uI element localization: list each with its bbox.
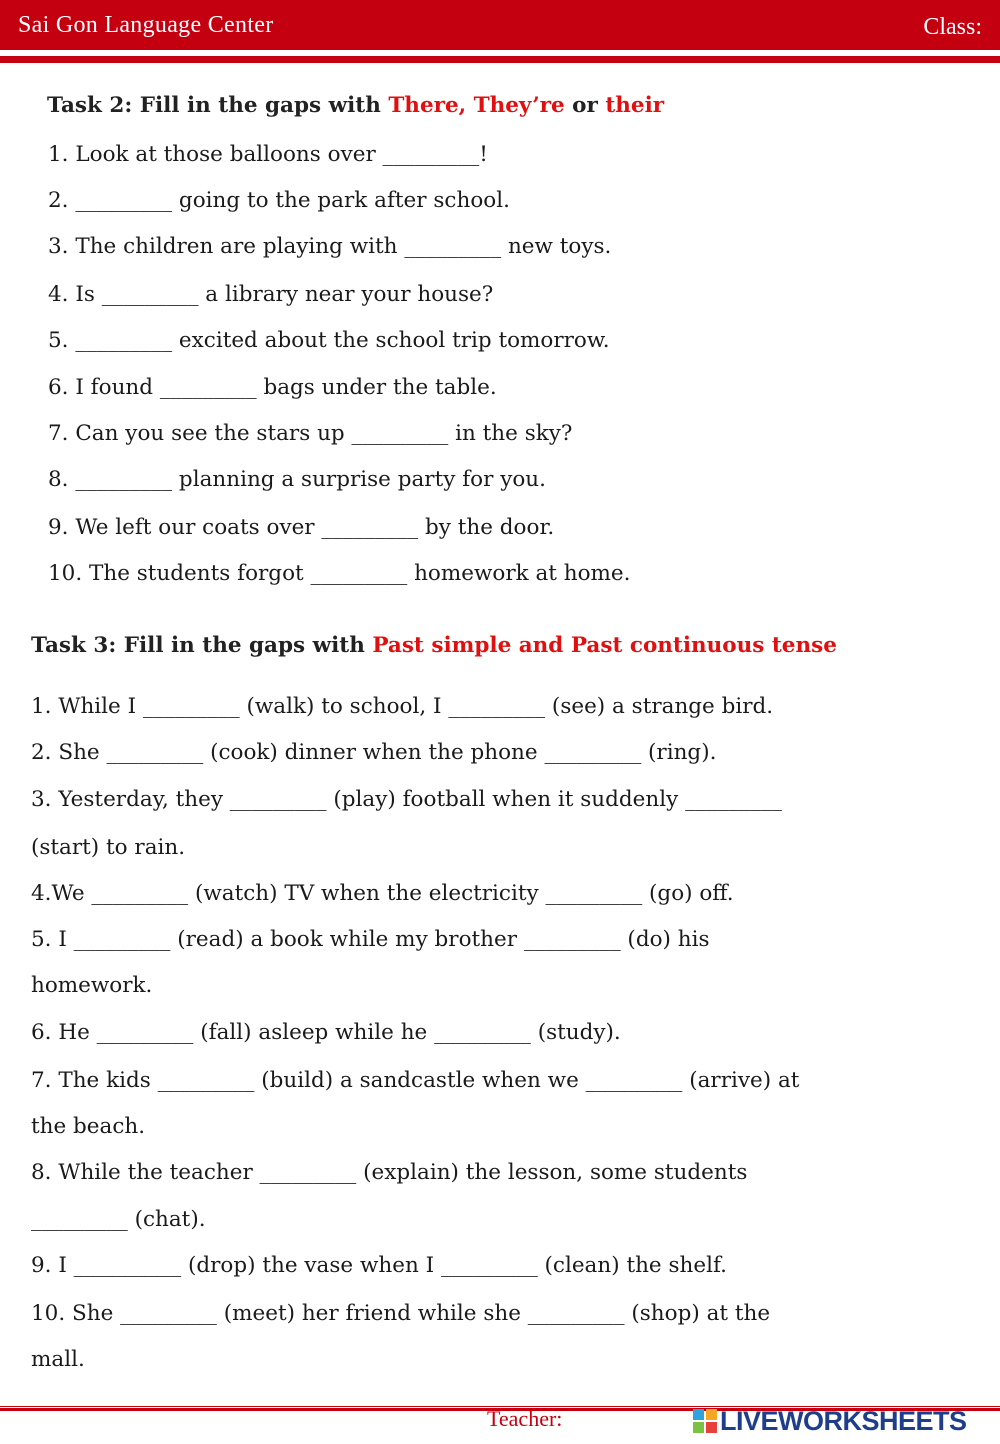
task2-item-7: 7. Can you see the stars up _________ in the sky? [48, 421, 573, 446]
class-label: Class: [923, 14, 982, 40]
task2-item-5: 5. _________ excited about the school trip tomorrow. [48, 328, 610, 353]
task3-title-prefix: Task 3: Fill in the gaps with [31, 633, 373, 658]
header-bar [0, 0, 1000, 50]
task3-line-13: 9. I __________ (drop) the vase when I _________ (clean) the shelf. [31, 1253, 727, 1278]
task3-line-2: 2. She _________ (cook) dinner when the phone _________ (ring). [31, 740, 717, 765]
task2-item-10: 10. The students forgot _________ homework at home. [48, 561, 631, 586]
task3-line-15: mall. [31, 1347, 85, 1372]
task3-line-12: _________ (chat). [31, 1207, 206, 1232]
task2-item-8: 8. _________ planning a surprise party for you. [48, 467, 546, 492]
task2-title-connector: or [564, 93, 606, 118]
task2-item-9: 9. We left our coats over _________ by the door. [48, 515, 555, 540]
task3-line-10: the beach. [31, 1114, 146, 1139]
task3-line-6: 5. I _________ (read) a book while my brother _________ (do) his [31, 927, 710, 952]
task3-title-highlight: Past simple and Past continuous tense [372, 633, 837, 658]
task3-line-1: 1. While I _________ (walk) to school, I _________ (see) a strange bird. [31, 694, 774, 719]
task3-line-4: (start) to rain. [31, 835, 186, 860]
task2-item-1: 1. Look at those balloons over _________! [48, 142, 488, 167]
task3-line-9: 7. The kids _________ (build) a sandcastle when we _________ (arrive) at [31, 1068, 800, 1093]
task3-line-14: 10. She _________ (meet) her friend while she _________ (shop) at the [31, 1301, 771, 1326]
task3-line-11: 8. While the teacher _________ (explain) the lesson, some students [31, 1160, 748, 1185]
task2-item-3: 3. The children are playing with _________ new toys. [48, 234, 612, 259]
task3-title [31, 633, 837, 658]
task2-title-highlight-2: their [605, 93, 665, 118]
task3-line-5: 4.We _________ (watch) TV when the electricity _________ (go) off. [31, 881, 734, 906]
task2-item-2: 2. _________ going to the park after school. [48, 188, 510, 213]
task2-item-4: 4. Is _________ a library near your house? [48, 282, 494, 307]
task2-item-6: 6. I found _________ bags under the table. [48, 375, 497, 400]
task2-title-highlight-1: There, They’re [388, 93, 565, 118]
task2-title [47, 93, 664, 118]
liveworksheets-logo [692, 1405, 967, 1437]
task3-line-8: 6. He _________ (fall) asleep while he _________ (study). [31, 1020, 621, 1045]
header-divider [0, 56, 1000, 63]
task3-line-7: homework. [31, 973, 153, 998]
task2-title-prefix: Task 2: Fill in the gaps with [47, 93, 389, 118]
center-name: Sai Gon Language Center [18, 12, 274, 38]
liveworksheets-logo-icon [692, 1408, 718, 1434]
task3-line-3: 3. Yesterday, they _________ (play) football when it suddenly _________ [31, 787, 782, 812]
liveworksheets-logo-text: LIVEWORKSHEETS [720, 1405, 967, 1436]
teacher-label: Teacher: [487, 1406, 563, 1431]
